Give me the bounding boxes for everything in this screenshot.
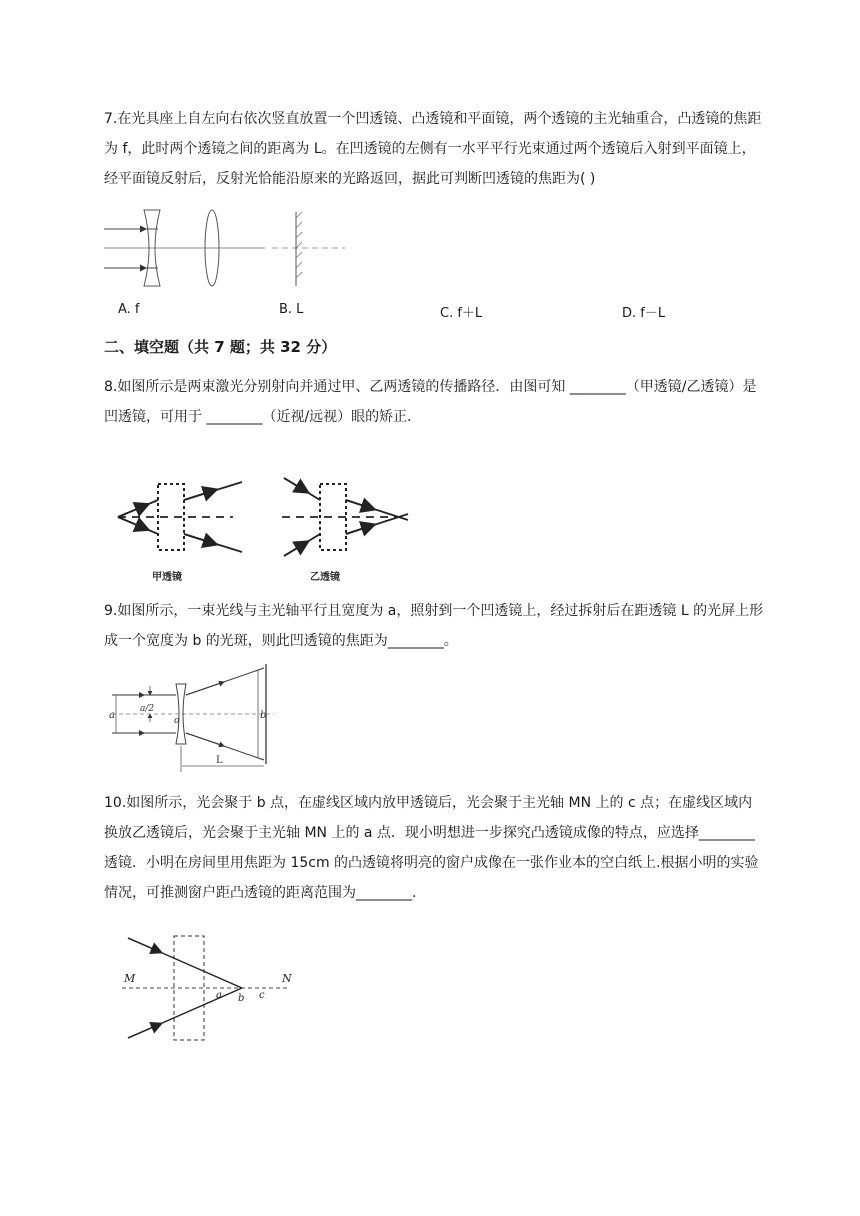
question-10-figure (118, 932, 298, 1048)
option-d: D. f－L (622, 306, 666, 321)
question-10-text: 10.如图所示，光会聚于 b 点，在虚线区域内放甲透镜后，光会聚于主光轴 MN 上的 c 点；在虚线区域内换放乙透镜后，光会聚于主光轴 MN 上的 a 点．现小明想进一步探究凸透镜成像的特点，应选择________透镜．小明在房间里用焦距为 15cm 的凸透镜将明亮的窗户成像在一张作业本的空白纸上.根据小明的实验情况，可推测窗户距凸透镜的距离范围为________. (104, 795, 759, 901)
question-9-figure (104, 662, 284, 778)
question-8-text: 8.如图所示是两束激光分别射向并通过甲、乙两透镜的传播路径．由图可知 ________（甲透镜/乙透镜）是凹透镜，可用于 ________（近视/远视）眼的矫正． (104, 379, 757, 425)
question-9-text: 9.如图所示，一束光线与主光轴平行且宽度为 a，照射到一个凹透镜上，经过拆射后在距透镜 L 的光屏上形成一个宽度为 b 的光斑，则此凹透镜的焦距为________。 (104, 603, 764, 649)
label-a: a (109, 710, 115, 721)
label-o: o (174, 716, 180, 726)
label-N: N (282, 972, 292, 985)
question-8-figure (108, 470, 418, 592)
section-heading: 二、填空题（共 7 题；共 32 分） (104, 338, 337, 356)
label-b: b (260, 710, 267, 721)
option-c: C. f＋L (440, 306, 483, 321)
label-b: b (238, 993, 245, 1004)
option-a: A. f (118, 302, 140, 317)
label-a: a (216, 990, 222, 1001)
lens-jia-label: 甲透镜 (152, 572, 182, 583)
question-7-text: 7.在光具座上自左向右依次竖直放置一个凹透镜、凸透镜和平面镜，两个透镜的主光轴重合，凸透镜的焦距为 f，此时两个透镜之间的距离为 L。在凹透镜的左侧有一水平平行光束通过两个透镜后入射到平面镜上，经平面镜反射后，反射光恰能沿原来的光路返回，据此可判断凹透镜的焦距为( ) (104, 111, 762, 187)
question-7-figure (100, 208, 350, 298)
lens-yi-label: 乙透镜 (310, 572, 340, 583)
label-c: c (259, 990, 265, 1001)
label-half-a: a/2 (140, 704, 155, 714)
option-b: B. L (279, 302, 304, 317)
label-M: M (124, 972, 136, 985)
label-L: L (216, 755, 223, 766)
